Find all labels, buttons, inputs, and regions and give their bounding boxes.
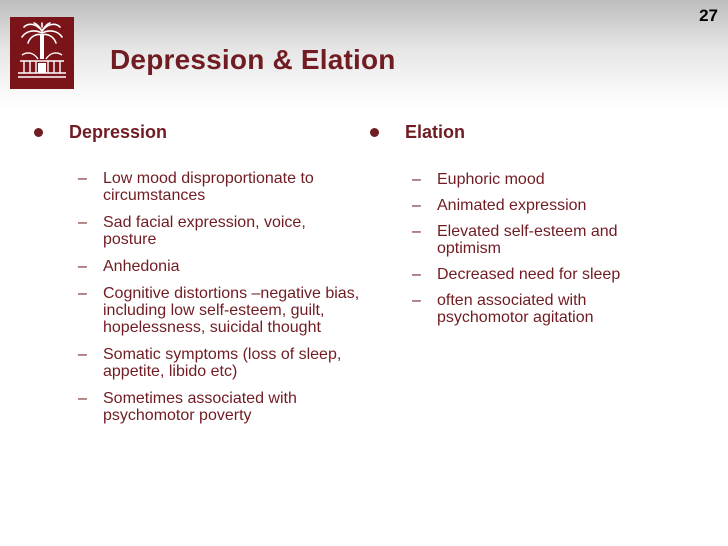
list-item: – Decreased need for sleep: [412, 266, 621, 283]
list-item: – Elevated self-esteem and optimism: [412, 223, 618, 257]
dash-icon: –: [78, 346, 87, 363]
list-item: – Animated expression: [412, 197, 587, 214]
list-item: – Euphoric mood: [412, 171, 545, 188]
depression-heading: [32, 122, 362, 143]
dash-icon: –: [412, 171, 421, 188]
depression-list: [32, 170, 362, 424]
list-item: – Cognitive distortions –negative bias, including low self-esteem, guilt, hopelessness, suicidal thought: [78, 285, 360, 336]
list-item: – Sometimes associated with psychomotor poverty: [78, 390, 297, 424]
slide-title: Depression & Elation: [110, 44, 396, 75]
depression-column: [32, 122, 362, 424]
depression-heading-label: Depression: [69, 122, 168, 142]
dash-icon: –: [78, 285, 87, 302]
slide-number: 27: [699, 6, 718, 25]
list-item: – Anhedonia: [78, 258, 180, 275]
dash-icon: –: [412, 197, 421, 214]
list-item: – Somatic symptoms (loss of sleep, appetite, libido etc): [78, 346, 342, 380]
elation-heading: [368, 122, 668, 143]
dash-icon: –: [78, 170, 87, 187]
dash-icon: –: [78, 258, 87, 275]
elation-heading-label: Elation: [405, 122, 466, 142]
palmetto-tree-icon: [10, 17, 74, 89]
list-item: – Low mood disproportionate to circumstances: [78, 170, 314, 204]
dash-icon: –: [412, 266, 421, 283]
bullet-dot-icon: [370, 128, 379, 137]
university-logo: [10, 17, 74, 89]
list-item: – Sad facial expression, voice, posture: [78, 214, 306, 248]
dash-icon: –: [78, 214, 87, 231]
elation-list: [368, 171, 668, 326]
dash-icon: –: [78, 390, 87, 407]
bullet-dot-icon: [34, 128, 43, 137]
elation-column: [368, 122, 668, 326]
list-item: – often associated with psychomotor agitation: [412, 292, 594, 326]
dash-icon: –: [412, 292, 421, 309]
dash-icon: –: [412, 223, 421, 240]
